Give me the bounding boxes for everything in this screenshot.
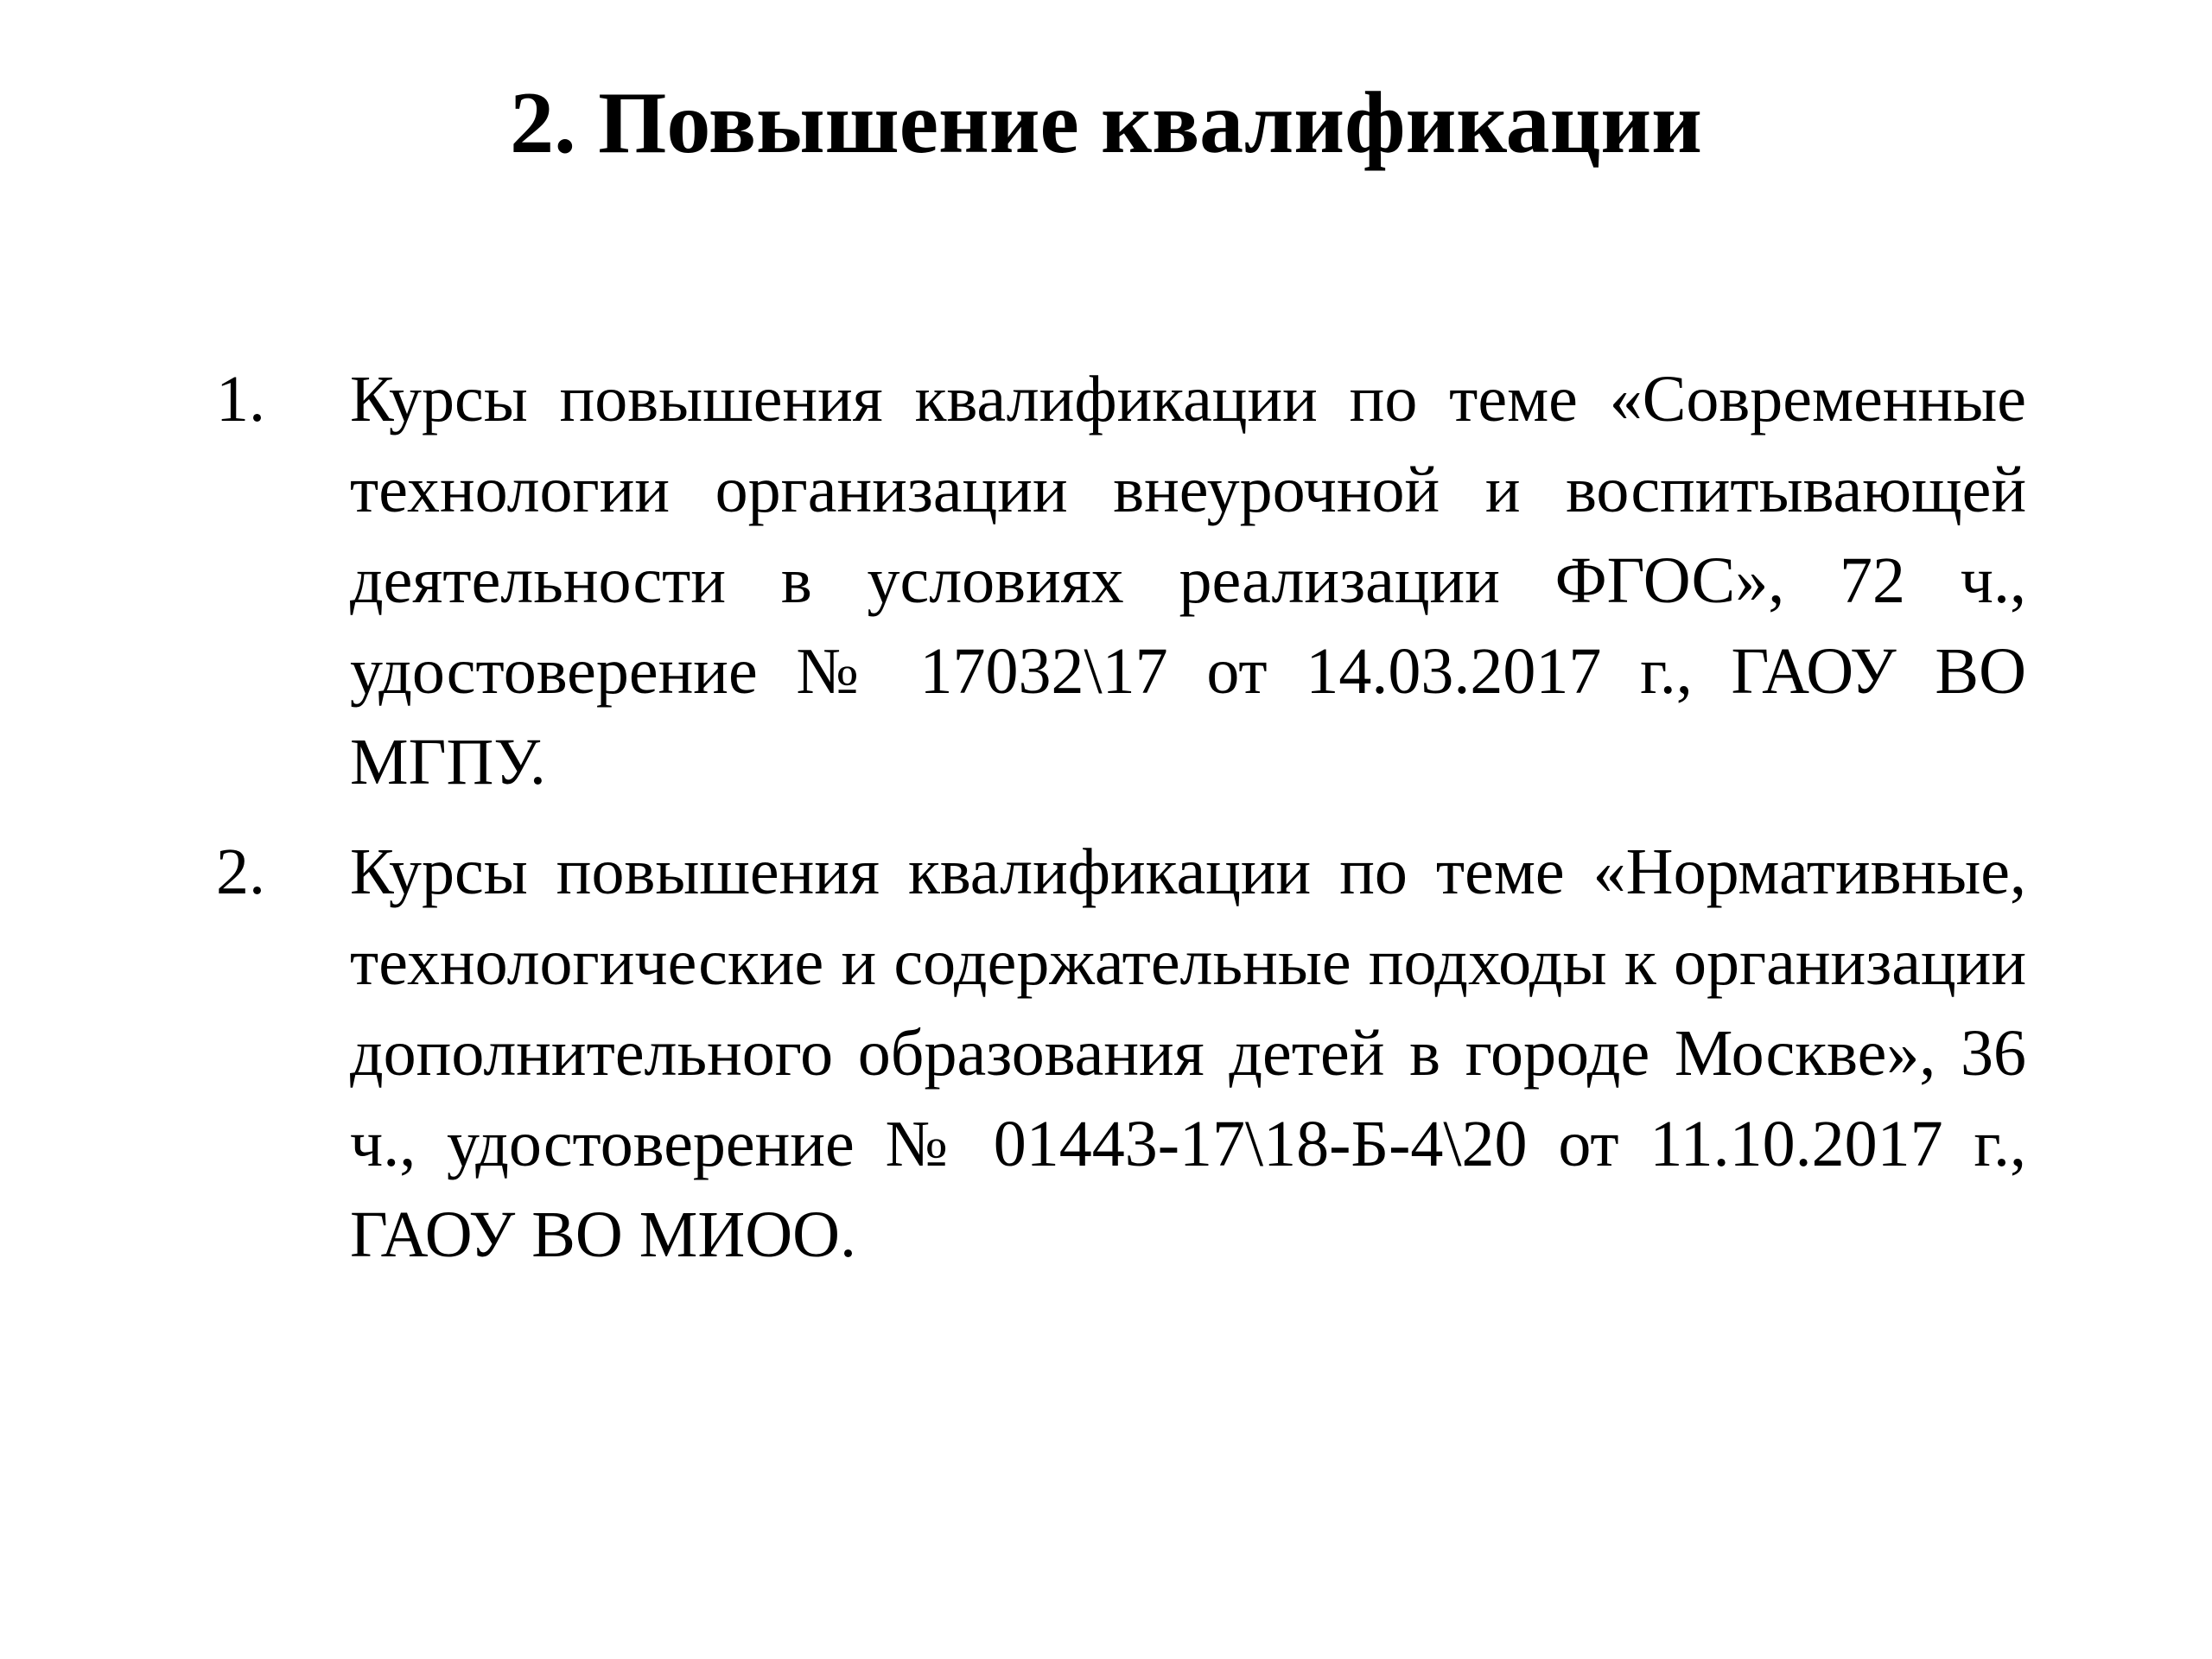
list-item-text: Курсы повышения квалификации по теме «Современные технологии организации внеурочной и воспитывающей деятельности в условиях реализации ФГОС», 72 ч., удостоверение № 17032\17 от 14.03.2017 г., ГАОУ ВО МГПУ. [350, 363, 2026, 798]
page-title: 2. Повышение квалификации [510, 74, 1702, 172]
list-item [216, 354, 2026, 808]
qualification-list [216, 354, 2026, 1300]
list-item-number: 1. [216, 363, 265, 435]
list-item-text: Курсы повышения квалификации по теме «Нормативные, технологические и содержательные подходы к организации дополнительного образования детей в городе Москве», 36 ч., удостоверение № 01443-17\18-Б-4\20 от 11.10.2017 г., ГАОУ ВО МИОО. [350, 836, 2026, 1271]
list-item-number: 2. [216, 836, 265, 908]
list-item [216, 827, 2026, 1281]
